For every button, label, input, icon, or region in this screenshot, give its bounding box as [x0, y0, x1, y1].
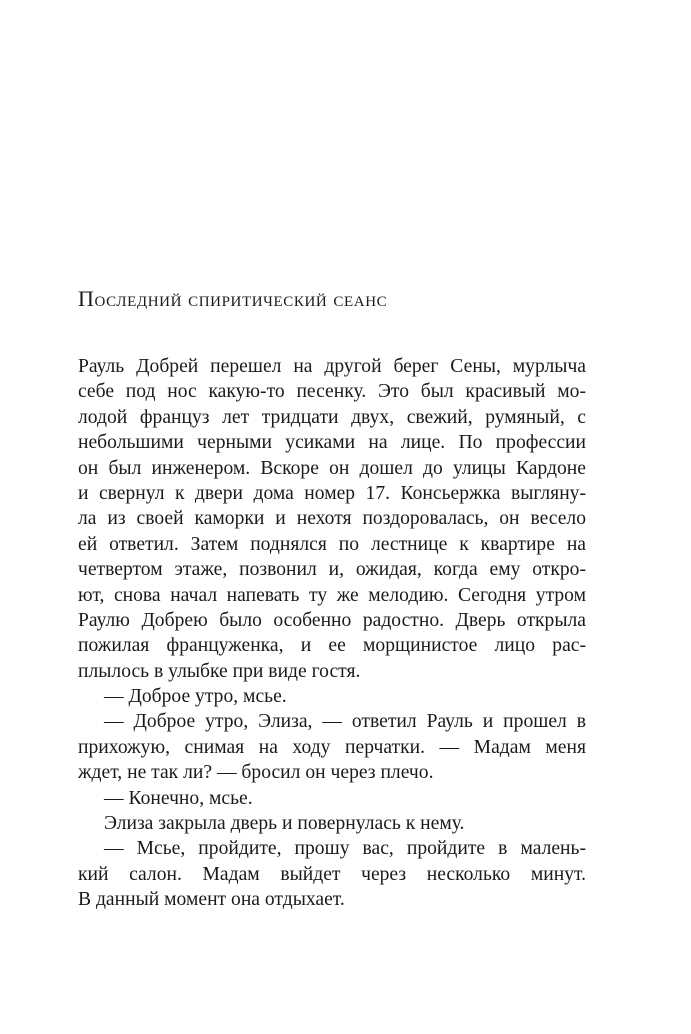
text-line: и свернул к двери дома номер 17. Консьержка выгляну-: [78, 482, 586, 504]
text-line: себе под нос какую-то песенку. Это был красивый мо-: [78, 381, 586, 403]
text-line: Элиза закрыла дверь и повернулась к нему.: [104, 813, 465, 835]
text-line: он был инженером. Вскоре он дошел до улицы Кардоне: [78, 457, 586, 479]
text-line: четвертом этаже, позвонил и, ожидая, когда ему откро-: [78, 559, 586, 581]
text-line: ла из своей каморки и нехотя поздоровалась, он весело: [78, 508, 586, 530]
text-line: ей ответил. Затем поднялся по лестнице к квартире на: [78, 533, 586, 555]
text-line: Раулю Добрею было особенно радостно. Дверь открыла: [78, 609, 586, 631]
text-line: плылось в улыбке при виде гостя.: [78, 660, 361, 682]
text-line: Рауль Добрей перешел на другой берег Сены, мурлыча: [78, 356, 586, 377]
text-line: ют, снова начал напевать ту же мелодию. Сегодня утром: [78, 584, 586, 606]
dialogue-line: — Конечно, мсье.: [104, 787, 253, 809]
dialogue-line: — Мсье, пройдите, прошу вас, пройдите в малень-: [104, 838, 586, 860]
chapter-body: [78, 354, 586, 913]
dialogue-line: — Доброе утро, Элиза, — ответил Рауль и прошел в: [104, 711, 586, 733]
text-line: В данный момент она отдыхает.: [78, 889, 345, 911]
text-line: пожилая француженка, и ее морщинистое лицо рас-: [78, 635, 586, 657]
text-line: прихожую, снимая на ходу перчатки. — Мадам меня: [78, 736, 586, 758]
text-line: небольшими черными усиками на лице. По профессии: [78, 432, 586, 454]
dialogue-line: — Доброе утро, мсье.: [104, 686, 287, 708]
chapter-title: Последний спиритический сеанс: [78, 286, 388, 311]
text-line: кий салон. Мадам выйдет через несколько минут.: [78, 863, 586, 885]
text-line: ждет, не так ли? — бросил он через плечо.: [78, 762, 434, 784]
text-line: лодой француз лет тридцати двух, свежий, румяный, с: [78, 406, 586, 428]
